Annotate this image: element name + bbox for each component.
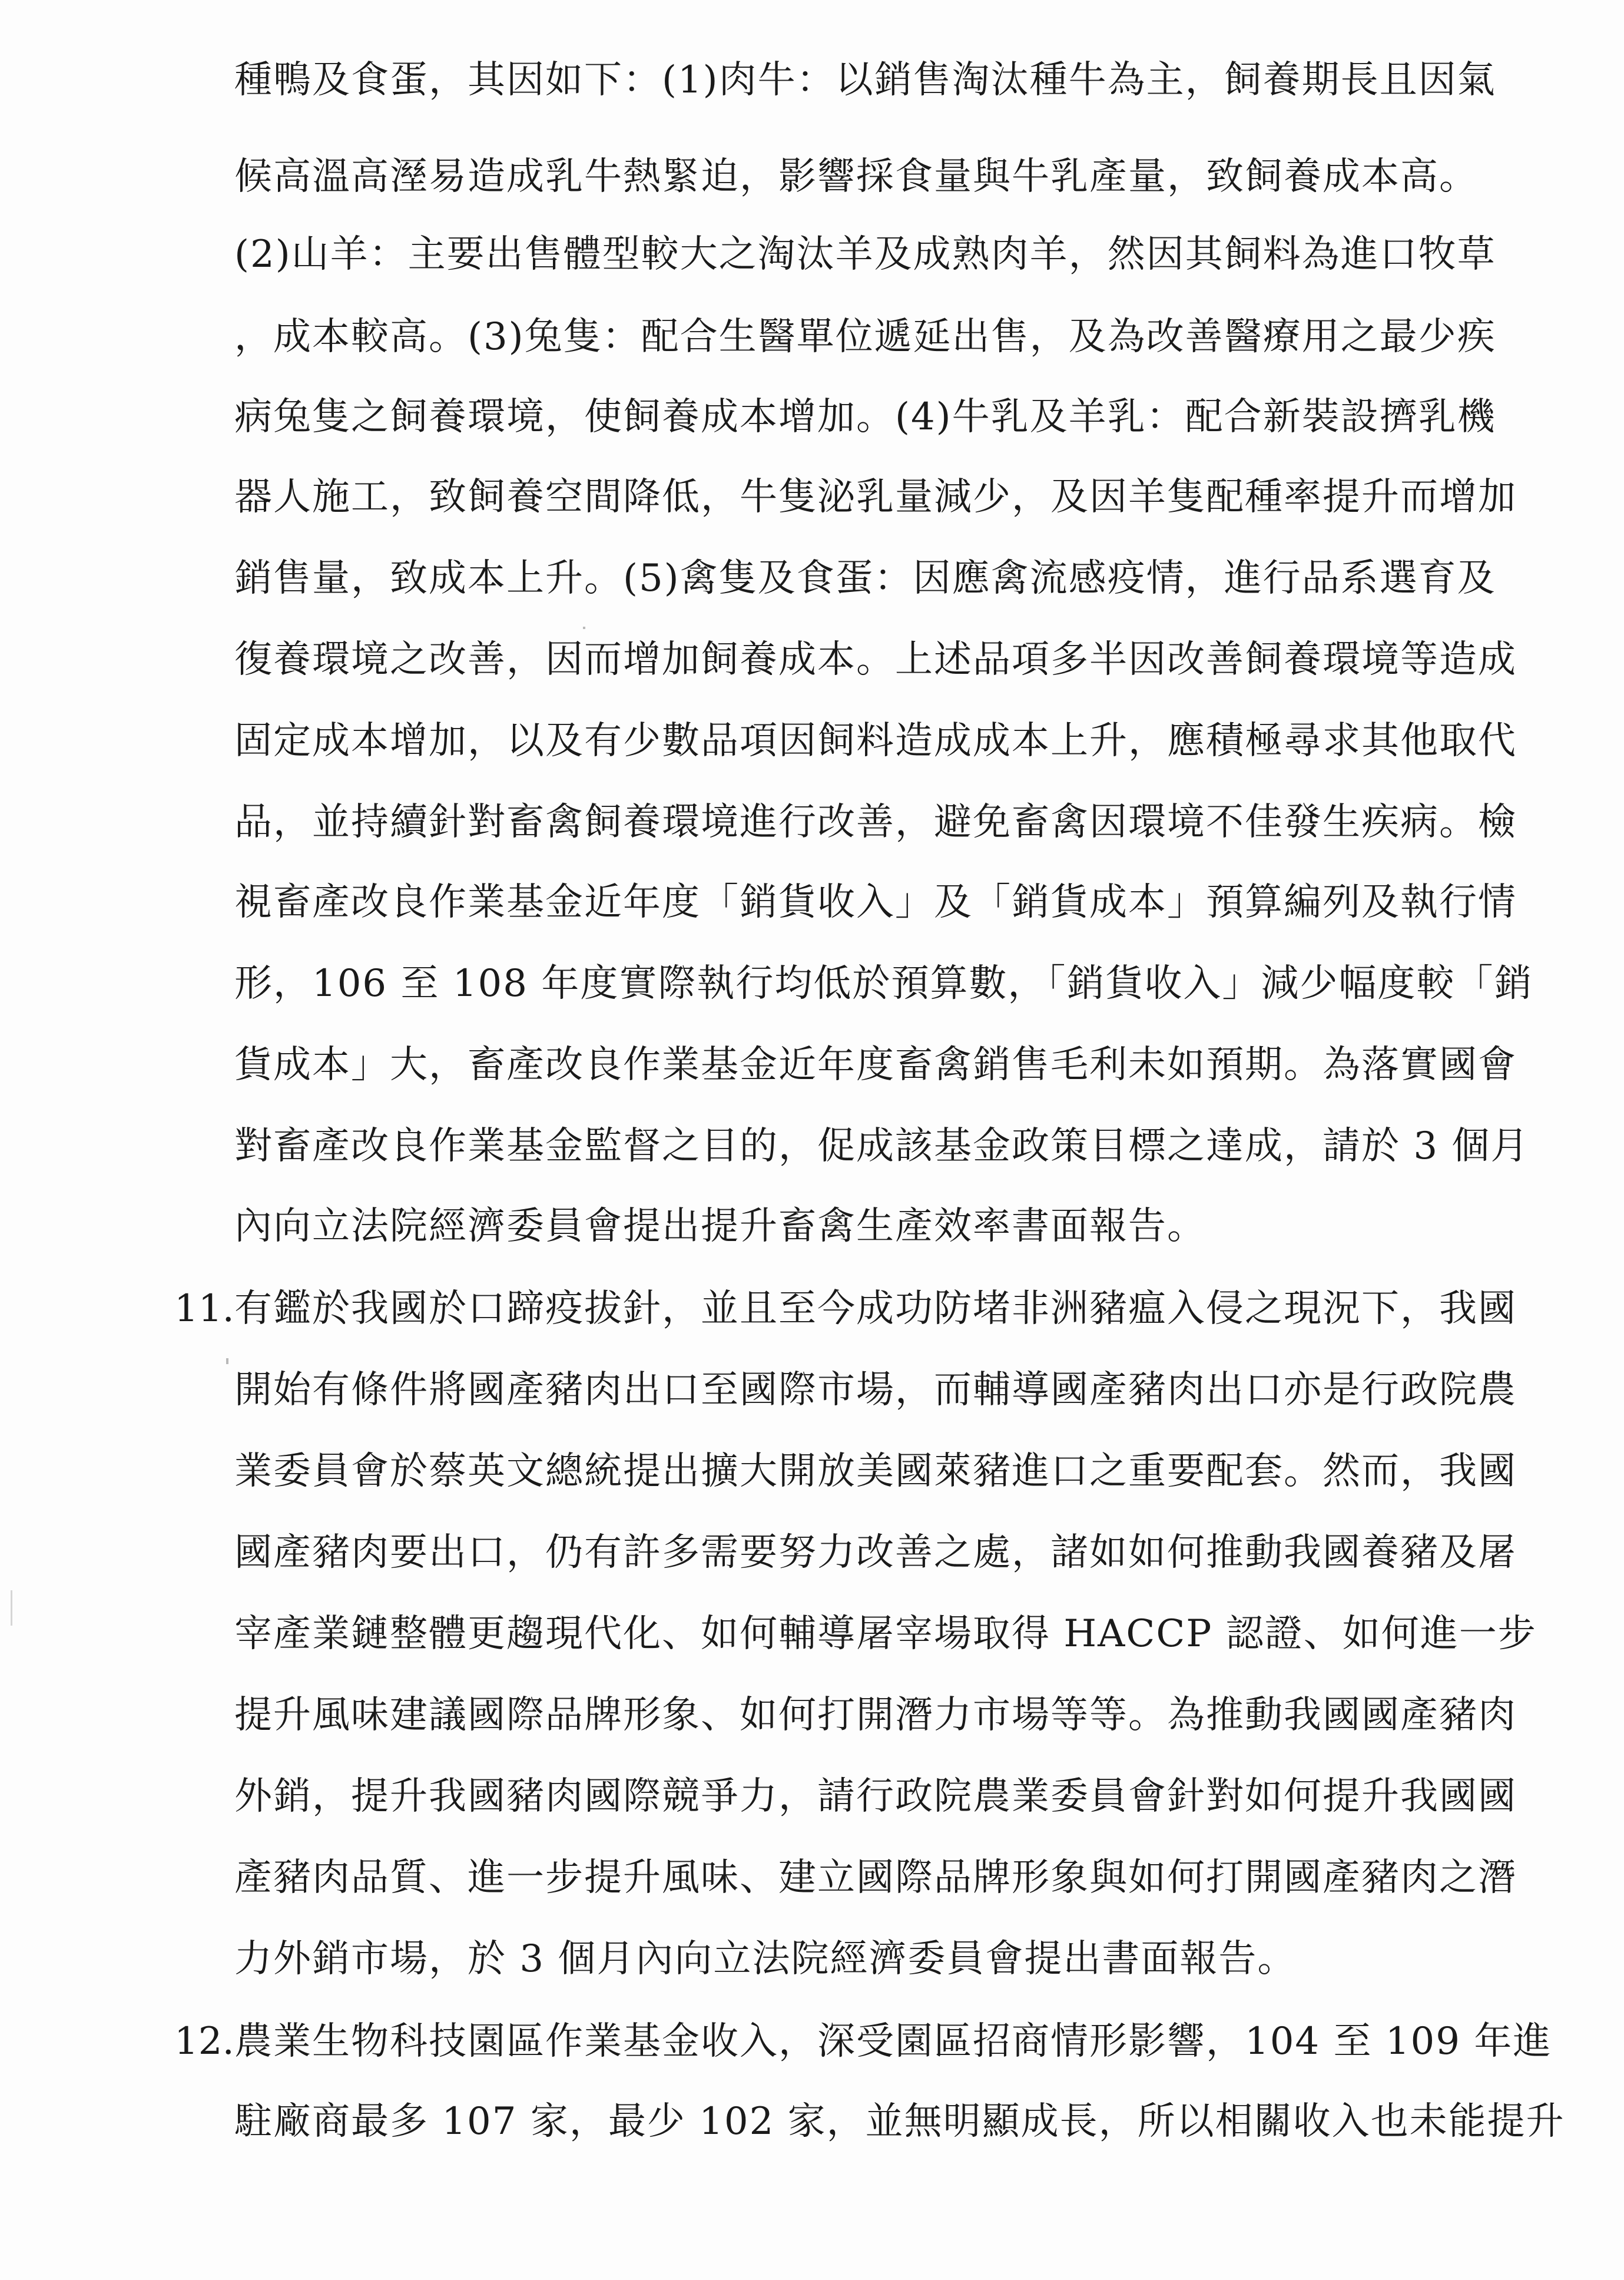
text-line: 病兔隻之飼養環境，使飼養成本增加。(4)牛乳及羊乳：配合新裝設擠乳機 [234,395,1496,439]
text-line: 國產豬肉要出口，仍有許多需要努力改善之處，諸如如何推動我國養豬及屠 [234,1531,1517,1574]
text-line: 視畜產改良作業基金近年度「銷貨收入」及「銷貨成本」預算編列及執行情 [234,881,1517,924]
scan-speck [583,627,585,629]
text-line: 銷售量，致成本上升。(5)禽隻及食蛋：因應禽流感疫情，進行品系選育及 [234,557,1496,600]
text-line: 產豬肉品質、進一步提升風味、建立國際品牌形象與如何打開國產豬肉之潛 [234,1856,1517,1900]
scan-speck [226,1358,228,1364]
text-line: (2)山羊：主要出售體型較大之淘汰羊及成熟肉羊，然因其飼料為進口牧草 [234,233,1496,276]
text-line: 宰產業鏈整體更趨現代化、如何輔導屠宰場取得 HACCP 認證、如何進一步 [234,1612,1537,1656]
text-line: 力外銷市場，於 3 個月內向立法院經濟委員會提出書面報告。 [234,1937,1297,1981]
text-line: 候高溫高溼易造成乳牛熱緊迫，影響採食量與牛乳產量，致飼養成本高。 [234,155,1478,198]
text-line: 形，106 至 108 年度實際執行均低於預算數，「銷貨收入」減少幅度較「銷 [234,962,1533,1005]
text-line: 器人施工，致飼養空間降低，牛隻泌乳量減少，及因羊隻配種率提升而增加 [234,475,1517,519]
text-line: 外銷，提升我國豬肉國際競爭力，請行政院農業委員會針對如何提升我國國 [234,1775,1517,1818]
text-line: 有鑑於我國於口蹄疫拔針，並且至今成功防堵非洲豬瘟入侵之現況下，我國 [234,1287,1517,1331]
text-line: 貨成本」大，畜產改良作業基金近年度畜禽銷售毛利未如預期。為落實國會 [234,1043,1517,1087]
scan-edge-mark [11,1590,12,1626]
text-line: 種鴨及食蛋，其因如下：(1)肉牛：以銷售淘汰種牛為主，飼養期長且因氣 [234,58,1496,102]
item-number: 12. [174,2020,234,2063]
text-line: 駐廠商最多 107 家，最少 102 家，並無明顯成長，所以相關收入也未能提升 [234,2100,1565,2143]
text-line: 內向立法院經濟委員會提出提升畜禽生產效率書面報告。 [234,1204,1206,1248]
text-line: 對畜產改良作業基金監督之目的，促成該基金政策目標之達成，請於 3 個月 [234,1124,1530,1168]
text-line: 提升風味建議國際品牌形象、如何打開潛力市場等等。為推動我國國產豬肉 [234,1693,1517,1737]
text-line: 復養環境之改善，因而增加飼養成本。上述品項多半因改善飼養環境等造成 [234,638,1517,681]
text-line: 品，並持續針對畜禽飼養環境進行改善，避免畜禽因環境不佳發生疾病。檢 [234,800,1517,844]
text-line: 農業生物科技園區作業基金收入，深受園區招商情形影響，104 至 109 年進 [234,2020,1552,2063]
text-line: 業委員會於蔡英文總統提出擴大開放美國萊豬進口之重要配套。然而，我國 [234,1450,1517,1493]
item-number: 11. [174,1287,234,1331]
text-line: ，成本較高。(3)兔隻：配合生醫單位遞延出售，及為改善醫療用之最少疾 [234,315,1496,359]
text-line: 固定成本增加，以及有少數品項因飼料造成成本上升，應積極尋求其他取代 [234,719,1517,763]
text-line: 開始有條件將國產豬肉出口至國際市場，而輔導國產豬肉出口亦是行政院農 [234,1368,1517,1412]
